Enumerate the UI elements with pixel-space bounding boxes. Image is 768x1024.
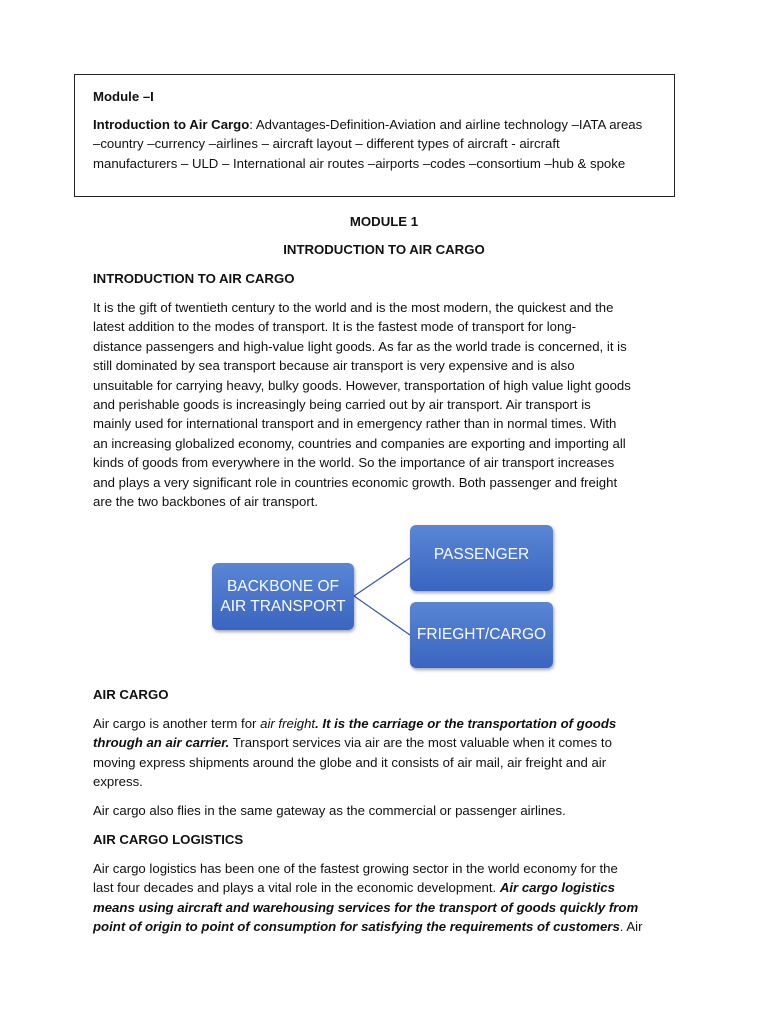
text-segment: Air cargo also flies in the same gateway as the commercial or passenger airlines. xyxy=(93,803,566,818)
section-heading-logistics: AIR CARGO LOGISTICS xyxy=(93,832,244,847)
text-segment: Air cargo logistics xyxy=(499,880,615,896)
text-segment: –country –currency –airlines – aircraft layout – different types of aircraft - aircraft xyxy=(93,136,560,152)
text-segment: an increasing globalized economy, countries and companies are exporting and importing all xyxy=(93,435,626,451)
text-segment: distance passengers and high-value light goods. As far as the world trade is concerned, it is xyxy=(93,338,627,354)
text-segment: express. xyxy=(93,774,143,790)
text-line xyxy=(93,755,606,771)
section-heading-air-cargo: AIR CARGO xyxy=(93,687,169,702)
connector-freight xyxy=(354,596,410,635)
text-segment: . It is the carriage or the transportation of goods xyxy=(315,716,617,731)
text-line xyxy=(93,803,566,819)
diagram-node-backbone xyxy=(212,563,354,630)
text-segment: kinds of goods from everywhere in the world. So the importance of air transport increases xyxy=(93,455,615,471)
connector-passenger xyxy=(354,558,410,596)
text-line xyxy=(93,919,643,935)
text-segment: Air cargo logistics has been one of the fastest growing sector in the world economy for the xyxy=(93,861,618,876)
text-segment: means using aircraft and warehousing services for the transport of goods quickly from xyxy=(93,899,639,915)
text-segment: unsuitable for carrying heavy, bulky goods. However, transportation of high value light goods xyxy=(93,377,631,393)
backbone-line-1: BACKBONE OF xyxy=(227,577,339,595)
diagram-node-passenger: PASSENGER xyxy=(410,525,553,591)
module-subheading: INTRODUCTION TO AIR CARGO xyxy=(283,242,485,257)
text-segment: and plays a very significant role in countries economic growth. Both passenger and freight xyxy=(93,474,618,490)
text-line xyxy=(93,900,638,916)
text-segment: point of origin to point of consumption for satisfying the requirements of customers xyxy=(93,919,620,935)
backbone-line-2: AIR TRANSPORT xyxy=(220,597,346,615)
syllabus-title: Module –I xyxy=(93,89,154,104)
text-segment: Transport services via air are the most valuable when it comes to xyxy=(229,735,612,751)
text-line xyxy=(93,880,615,896)
text-segment: air freight xyxy=(260,716,316,731)
text-segment: Air cargo is another term for xyxy=(93,716,261,731)
text-segment: and perishable goods is increasingly being carried out by air transport. Air transport is xyxy=(93,397,591,412)
section-heading-intro: INTRODUCTION TO AIR CARGO xyxy=(93,271,295,286)
text-line xyxy=(93,774,143,790)
text-segment: manufacturers – ULD – International air routes –airports –codes –consortium –hub & spoke xyxy=(93,155,626,171)
text-line xyxy=(93,716,616,732)
text-segment: latest addition to the modes of transport. It is the fastest mode of transport for long- xyxy=(93,319,577,335)
text-segment: : Advantages-Definition-Aviation and airline technology –IATA areas xyxy=(249,117,643,132)
text-segment: It is the gift of twentieth century to the world and is the most modern, the quickest and the xyxy=(93,300,614,315)
text-segment: Introduction to Air Cargo xyxy=(93,117,250,132)
text-segment: . Air xyxy=(619,919,643,935)
text-segment: moving express shipments around the globe and it consists of air mail, air freight and air xyxy=(93,754,607,770)
text-line xyxy=(93,735,612,751)
text-line xyxy=(93,861,618,877)
module-heading: MODULE 1 xyxy=(349,214,419,229)
text-segment: through an air carrier. xyxy=(93,735,230,751)
diagram-node-freight: FRIEGHT/CARGO xyxy=(410,602,553,668)
text-segment: mainly used for international transport and in emergency rather than in normal times. With xyxy=(93,416,617,432)
text-segment: are the two backbones of air transport. xyxy=(93,494,319,509)
text-segment: still dominated by sea transport because air transport is very expensive and is also xyxy=(93,358,575,374)
text-segment: last four decades and plays a vital role in the economic development. xyxy=(93,880,500,896)
